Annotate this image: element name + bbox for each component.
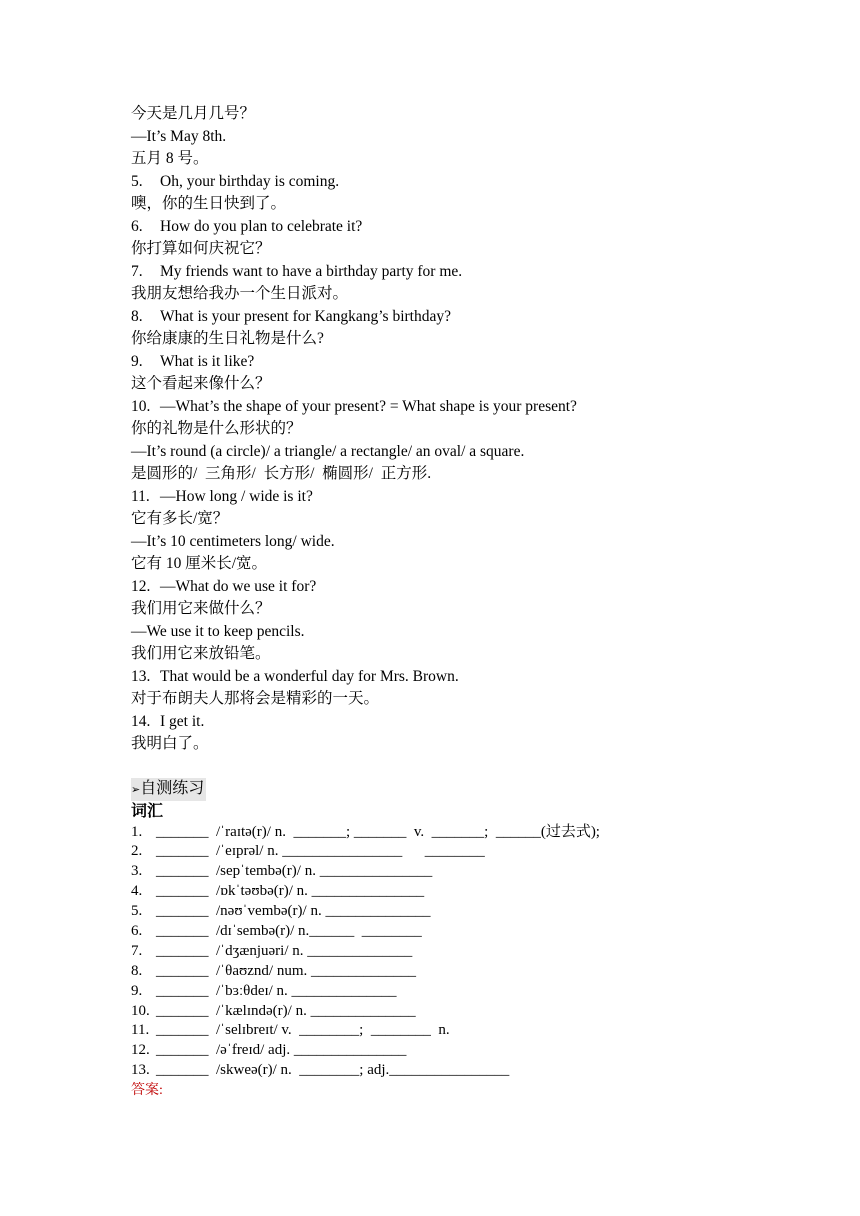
self-test-heading-row <box>131 778 811 801</box>
vocab-number: 13. <box>131 1062 150 1079</box>
vocab-text: _______ /ˈeɪprəl/ n. ________________ ________ <box>156 843 485 860</box>
dialogue-line <box>131 103 811 126</box>
vocab-item <box>131 902 811 922</box>
line-text: What is your present for Kangkang’s birthday? <box>160 307 451 325</box>
line-text: —What’s the shape of your present? = What shape is your present? <box>160 397 577 415</box>
vocab-item <box>131 982 811 1002</box>
dialogue-line <box>131 396 811 419</box>
line-number: 14. <box>131 712 151 730</box>
dialogue-section <box>131 103 811 756</box>
vocab-heading: 词汇 <box>131 802 164 820</box>
vocab-list <box>131 823 811 1082</box>
line-text: —How long / wide is it? <box>160 487 313 505</box>
line-number: 9. <box>131 352 143 370</box>
dialogue-line <box>131 508 811 531</box>
dialogue-line <box>131 126 811 149</box>
vocab-number: 9. <box>131 982 143 999</box>
line-text: My friends want to have a birthday party for me. <box>160 262 463 280</box>
line-number: 13. <box>131 667 151 685</box>
dialogue-line <box>131 328 811 351</box>
vocab-text: _______ /ˈbɜːθdeɪ/ n. ______________ <box>156 982 397 999</box>
dialogue-line <box>131 621 811 644</box>
dialogue-line <box>131 238 811 261</box>
dialogue-line <box>131 373 811 396</box>
vocab-item <box>131 1002 811 1022</box>
vocab-text: _______ /ˈselɪbreɪt/ v. ________; ________ n. <box>156 1022 450 1039</box>
line-text: —It’s May 8th. <box>131 127 227 145</box>
vocab-item <box>131 922 811 942</box>
vocab-item <box>131 882 811 902</box>
answer-label: 答案: <box>131 1083 163 1099</box>
dialogue-line <box>131 283 811 306</box>
vocab-number: 7. <box>131 942 143 959</box>
vocab-item <box>131 842 811 862</box>
dialogue-line <box>131 261 811 284</box>
line-text: 我们用它来放铅笔。 <box>131 645 271 662</box>
vocab-item <box>131 1041 811 1061</box>
dialogue-line <box>131 733 811 756</box>
self-test-title: 自测练习 <box>140 779 205 797</box>
line-text: 这个看起来像什么？ <box>131 375 271 392</box>
vocab-item <box>131 1021 811 1041</box>
dialogue-line <box>131 216 811 239</box>
line-number: 10. <box>131 397 151 415</box>
vocab-number: 3. <box>131 863 143 880</box>
vocab-text: _______ /nəʊˈvembə(r)/ n. ______________ <box>156 903 431 920</box>
vocab-number: 1. <box>131 823 143 840</box>
spacer <box>131 756 811 778</box>
vocab-number: 5. <box>131 903 143 920</box>
arrow-bullet-icon: ➢ <box>131 782 141 796</box>
dialogue-line <box>131 193 811 216</box>
line-text: 噢，你的生日快到了。 <box>131 195 287 212</box>
vocab-text: _______ /ˈdʒænjuəri/ n. ______________ <box>156 942 413 959</box>
line-text: 你打算如何庆祝它？ <box>131 240 271 257</box>
vocab-text: _______ /ɒkˈtəʊbə(r)/ n. _______________ <box>156 883 425 900</box>
line-text: 我朋友想给我办一个生日派对。 <box>131 285 349 302</box>
line-number: 7. <box>131 262 143 280</box>
dialogue-line <box>131 486 811 509</box>
vocab-item <box>131 962 811 982</box>
line-text: 五月 8 号。 <box>131 150 209 167</box>
vocab-number: 12. <box>131 1042 150 1059</box>
dialogue-line <box>131 531 811 554</box>
line-number: 8. <box>131 307 143 325</box>
line-text: 我明白了。 <box>131 735 209 752</box>
dialogue-line <box>131 553 811 576</box>
self-test-heading <box>131 778 206 801</box>
line-text: 你给康康的生日礼物是什么? <box>131 330 324 347</box>
line-number: 12. <box>131 577 151 595</box>
line-text: 今天是几月几号？ <box>131 105 256 122</box>
dialogue-line <box>131 711 811 734</box>
line-number: 6. <box>131 217 143 235</box>
line-text: 它有 10 厘米长/宽。 <box>131 555 268 572</box>
dialogue-line <box>131 463 811 486</box>
line-text: How do you plan to celebrate it? <box>160 217 363 235</box>
line-text: What is it like? <box>160 352 255 370</box>
line-text: 我们用它来做什么？ <box>131 600 271 617</box>
line-text: —What do we use it for? <box>160 577 317 595</box>
vocab-item <box>131 1061 811 1081</box>
dialogue-line <box>131 666 811 689</box>
line-number: 11. <box>131 487 150 505</box>
vocab-number: 2. <box>131 843 143 860</box>
line-text: —It’s round (a circle)/ a triangle/ a rectangle/ an oval/ a square. <box>131 442 525 460</box>
line-text: I get it. <box>160 712 205 730</box>
dialogue-line <box>131 576 811 599</box>
vocab-text: _______ /ˈkælɪndə(r)/ n. ______________ <box>156 1002 416 1019</box>
line-text: —It’s 10 centimeters long/ wide. <box>131 532 335 550</box>
vocab-text: _______ /skweə(r)/ n. ________; adj.________________ <box>156 1062 510 1079</box>
line-text: —We use it to keep pencils. <box>131 622 305 640</box>
dialogue-line <box>131 598 811 621</box>
vocab-text: _______ /ˈraɪtə(r)/ n. _______; _______ v. _______; ______(过去式); <box>156 823 600 840</box>
dialogue-line <box>131 688 811 711</box>
vocab-item <box>131 942 811 962</box>
vocab-number: 4. <box>131 883 143 900</box>
dialogue-line <box>131 418 811 441</box>
dialogue-line <box>131 351 811 374</box>
document-page <box>131 103 811 1101</box>
vocab-text: _______ /əˈfreɪd/ adj. _______________ <box>156 1042 407 1059</box>
dialogue-line <box>131 643 811 666</box>
line-text: 是圆形的/ 三角形/ 长方形/ 椭圆形/ 正方形. <box>131 465 432 482</box>
vocab-item <box>131 823 811 843</box>
vocab-number: 8. <box>131 962 143 979</box>
line-text: 你的礼物是什么形状的？ <box>131 420 302 437</box>
vocab-text: _______ /sepˈtembə(r)/ n. _______________ <box>156 863 433 880</box>
vocab-text: _______ /ˈθaʊznd/ num. ______________ <box>156 962 416 979</box>
line-number: 5. <box>131 172 143 190</box>
line-text: Oh, your birthday is coming. <box>160 172 340 190</box>
dialogue-line <box>131 306 811 329</box>
vocab-number: 6. <box>131 922 143 939</box>
dialogue-line <box>131 148 811 171</box>
dialogue-line <box>131 441 811 464</box>
dialogue-line <box>131 171 811 194</box>
line-text: 它有多长/宽？ <box>131 510 229 527</box>
vocab-text: _______ /dɪˈsembə(r)/ n.______ ________ <box>156 922 422 939</box>
line-text: 对于布朗夫人那将会是精彩的一天。 <box>131 690 380 707</box>
vocab-number: 11. <box>131 1022 150 1039</box>
vocab-item <box>131 862 811 882</box>
vocab-number: 10. <box>131 1002 150 1019</box>
line-text: That would be a wonderful day for Mrs. Brown. <box>160 667 459 685</box>
